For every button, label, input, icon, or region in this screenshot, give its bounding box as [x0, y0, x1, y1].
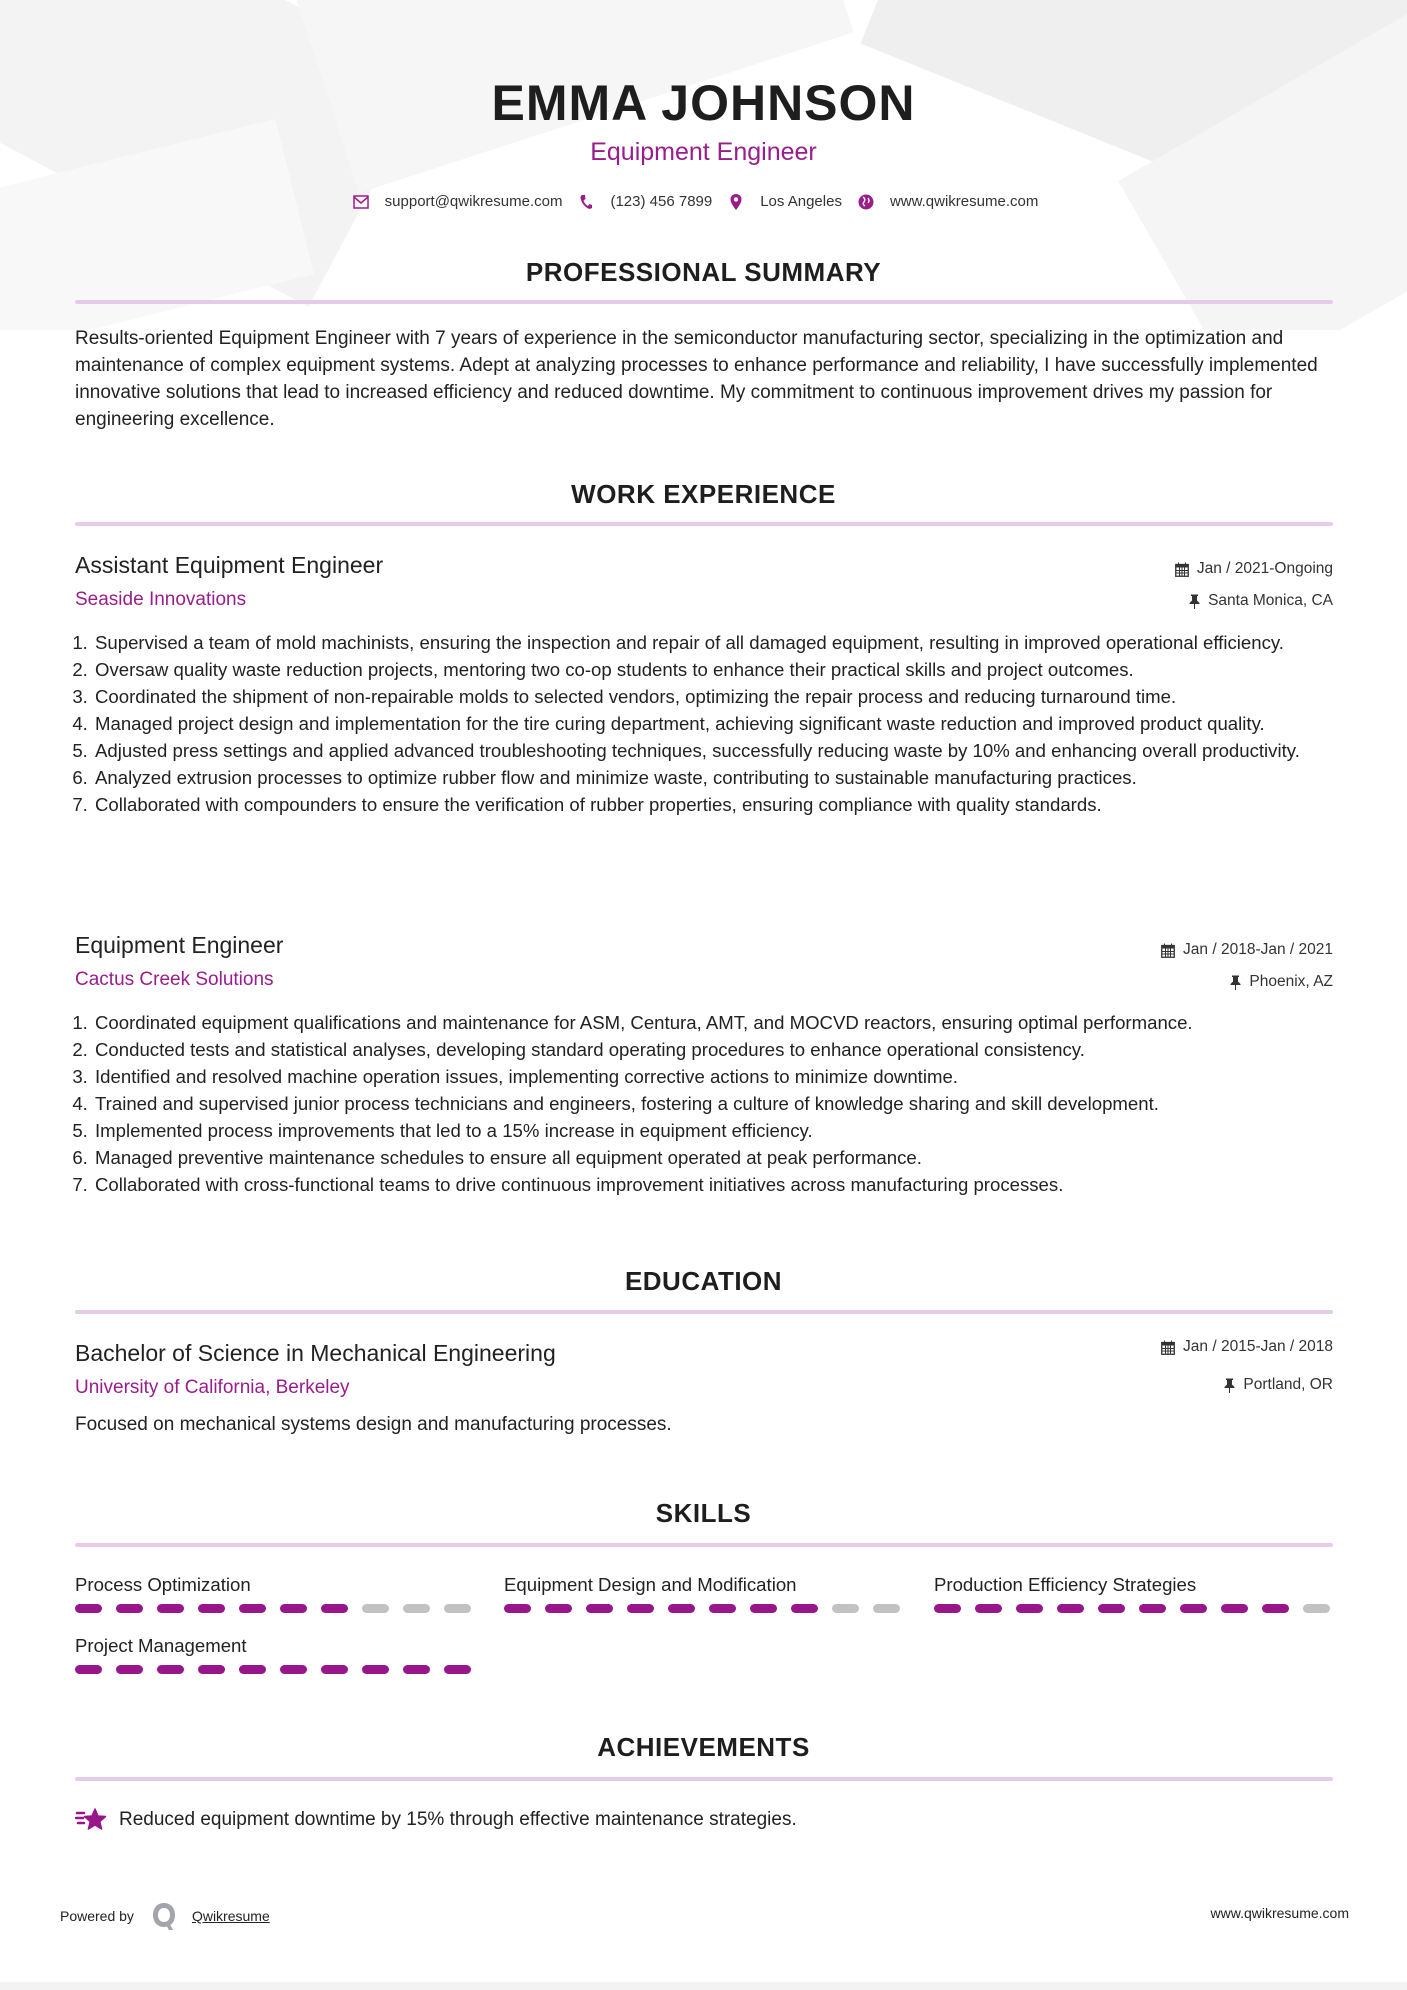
education-location-text: Portland, OR — [1243, 1376, 1333, 1393]
list-item: 7. Collaborated with cross-functional teams to drive continuous improvement initiatives across manufacturing processes. — [93, 1171, 1355, 1198]
skill-level-dash — [586, 1604, 613, 1613]
skill-level-dash — [116, 1604, 143, 1613]
job-bullets — [75, 629, 1355, 818]
skill-item — [934, 1572, 1334, 1613]
footer-website[interactable]: www.qwikresume.com — [1210, 1905, 1349, 1921]
skill-name: Project Management — [75, 1635, 247, 1656]
skill-level-dash — [116, 1665, 143, 1674]
divider — [75, 522, 1333, 526]
skill-level-dash — [975, 1604, 1002, 1613]
skill-level-dash — [873, 1604, 900, 1613]
skill-level-dash — [504, 1604, 531, 1613]
contact-website-text: www.qwikresume.com — [889, 193, 1039, 210]
job-dates — [1161, 939, 1333, 961]
list-item: 6. Analyzed extrusion processes to optimize rubber flow and minimize waste, contributing to sustainable manufacturing practices. — [93, 764, 1355, 791]
list-item: 7. Collaborated with compounders to ensure the verification of rubber properties, ensuring compliance with quality standards. — [93, 791, 1355, 818]
education-location — [1224, 1374, 1333, 1396]
skill-level-dash — [444, 1604, 471, 1613]
skill-name: Production Efficiency Strategies — [934, 1574, 1197, 1595]
education-dates — [1161, 1336, 1333, 1358]
job-location-text: Phoenix, AZ — [1249, 973, 1333, 990]
company-name: Cactus Creek Solutions — [75, 969, 274, 990]
skill-level-dash — [280, 1665, 307, 1674]
list-item: 5. Implemented process improvements that led to a 15% increase in equipment efficiency. — [93, 1117, 1355, 1144]
calendar-icon — [1175, 562, 1189, 577]
skill-level-bar — [504, 1604, 904, 1613]
contact-email-text: support@qwikresume.com — [384, 193, 563, 210]
footer-powered-by — [60, 1901, 270, 1931]
star-achievement-icon — [75, 1807, 107, 1833]
skill-level-bar — [75, 1604, 475, 1613]
skill-name: Equipment Design and Modification — [504, 1574, 797, 1595]
section-title-achievements: ACHIEVEMENTS — [597, 1732, 810, 1762]
skill-level-dash — [1262, 1604, 1289, 1613]
skill-level-dash — [1180, 1604, 1207, 1613]
skill-level-dash — [362, 1665, 389, 1674]
education-dates-text: Jan / 2015-Jan / 2018 — [1183, 1338, 1333, 1355]
pushpin-icon — [1224, 1378, 1235, 1393]
list-item: 6. Managed preventive maintenance schedules to ensure all equipment operated at peak performance. — [93, 1144, 1355, 1171]
skill-level-dash — [668, 1604, 695, 1613]
contact-website[interactable] — [858, 191, 1054, 213]
pushpin-icon — [1189, 594, 1200, 609]
pushpin-icon — [1230, 975, 1241, 990]
job-title: Assistant Equipment Engineer — [75, 552, 384, 578]
skill-level-dash — [627, 1604, 654, 1613]
job-dates-text: Jan / 2021-Ongoing — [1196, 560, 1333, 577]
skill-level-dash — [1221, 1604, 1248, 1613]
skill-level-dash — [709, 1604, 736, 1613]
phone-icon — [578, 194, 594, 210]
skill-name: Process Optimization — [75, 1574, 251, 1595]
skill-level-dash — [403, 1665, 430, 1674]
degree-title: Bachelor of Science in Mechanical Engineering — [75, 1340, 556, 1366]
skill-level-dash — [1016, 1604, 1043, 1613]
candidate-role: Equipment Engineer — [590, 138, 817, 166]
section-title-skills: SKILLS — [655, 1498, 752, 1528]
skill-level-dash — [403, 1604, 430, 1613]
skill-level-dash — [198, 1665, 225, 1674]
skill-level-dash — [1303, 1604, 1330, 1613]
calendar-icon — [1161, 943, 1175, 958]
job-location — [1230, 971, 1333, 993]
job-bullets — [75, 1009, 1355, 1198]
list-item: 2. Oversaw quality waste reduction projects, mentoring two co-op students to enhance their practical skills and project outcomes. — [93, 656, 1355, 683]
summary-text: Results-oriented Equipment Engineer with 7 years of experience in the semiconductor manufacturing sector, specializing in the optimization and maintenance of complex equipment systems. Adept at analyzing processes to enhance performance and reliability, I have successfully implemented innovative solutions that lead to increased efficiency and reduced downtime. My commitment to continuous improvement drives my passion for engineering excellence. — [75, 328, 1318, 430]
contact-location — [728, 191, 858, 213]
skill-level-dash — [239, 1665, 266, 1674]
skill-level-dash — [198, 1604, 225, 1613]
list-item: 1. Supervised a team of mold machinists, ensuring the inspection and repair of all damaged equipment, resulting in improved operational efficiency. — [93, 629, 1355, 656]
skill-item — [75, 1633, 475, 1674]
skill-item — [504, 1572, 904, 1613]
divider — [75, 1310, 1333, 1314]
job-dates — [1175, 558, 1333, 580]
skill-level-dash — [1139, 1604, 1166, 1613]
skill-level-dash — [1057, 1604, 1084, 1613]
section-title-summary: PROFESSIONAL SUMMARY — [525, 257, 882, 287]
divider — [75, 300, 1333, 304]
job-title: Equipment Engineer — [75, 932, 284, 958]
skill-level-dash — [791, 1604, 818, 1613]
skill-level-dash — [750, 1604, 777, 1613]
globe-icon — [858, 194, 874, 210]
job-location-text: Santa Monica, CA — [1208, 592, 1333, 609]
contact-row — [0, 191, 1407, 213]
contact-phone[interactable] — [578, 191, 728, 213]
skill-level-dash — [832, 1604, 859, 1613]
qwikresume-logo-icon — [150, 1901, 178, 1931]
skill-level-bar — [934, 1604, 1334, 1613]
skill-item — [75, 1572, 475, 1613]
contact-location-text: Los Angeles — [760, 193, 842, 210]
skill-level-dash — [321, 1665, 348, 1674]
contact-phone-text: (123) 456 7899 — [610, 193, 713, 210]
skill-level-dash — [321, 1604, 348, 1613]
job-location — [1189, 590, 1333, 612]
candidate-name: EMMA JOHNSON — [491, 75, 916, 131]
skill-level-dash — [934, 1604, 961, 1613]
education-description: Focused on mechanical systems design and manufacturing processes. — [75, 1414, 672, 1435]
list-item: 5. Adjusted press settings and applied advanced troubleshooting techniques, successfully reducing waste by 10% and enhancing overall productivity. — [93, 737, 1355, 764]
powered-by-label: Powered by — [60, 1908, 134, 1924]
achievement-item — [75, 1807, 797, 1833]
skill-level-dash — [545, 1604, 572, 1613]
skill-level-dash — [157, 1665, 184, 1674]
qwikresume-link[interactable]: Qwikresume — [191, 1908, 270, 1924]
contact-email[interactable] — [353, 191, 579, 213]
skill-level-bar — [75, 1665, 475, 1674]
skill-level-dash — [444, 1665, 471, 1674]
divider — [75, 1777, 1333, 1781]
skill-level-dash — [239, 1604, 266, 1613]
list-item: 2. Conducted tests and statistical analyses, developing standard operating procedures to enhance operational consistency. — [93, 1036, 1355, 1063]
skill-level-dash — [75, 1604, 102, 1613]
skill-level-dash — [362, 1604, 389, 1613]
job-dates-text: Jan / 2018-Jan / 2021 — [1183, 941, 1333, 958]
divider — [75, 1543, 1333, 1547]
page-bottom-edge — [0, 1982, 1407, 1990]
section-title-education: EDUCATION — [624, 1266, 783, 1296]
company-name: Seaside Innovations — [75, 589, 247, 610]
skill-level-dash — [280, 1604, 307, 1613]
skill-level-dash — [75, 1665, 102, 1674]
list-item: 1. Coordinated equipment qualifications and maintenance for ASM, Centura, AMT, and MOCVD reactors, ensuring optimal performance. — [93, 1009, 1355, 1036]
envelope-icon — [353, 194, 369, 210]
skill-level-dash — [1098, 1604, 1125, 1613]
skill-level-dash — [157, 1604, 184, 1613]
list-item: 4. Trained and supervised junior process technicians and engineers, fostering a culture of knowledge sharing and skill development. — [93, 1090, 1355, 1117]
section-title-experience: WORK EXPERIENCE — [571, 479, 836, 509]
calendar-icon — [1161, 1340, 1175, 1355]
map-marker-icon — [728, 194, 744, 210]
list-item: 3. Identified and resolved machine operation issues, implementing corrective actions to minimize downtime. — [93, 1063, 1355, 1090]
achievement-text: Reduced equipment downtime by 15% through effective maintenance strategies. — [119, 1809, 797, 1830]
school-name: University of California, Berkeley — [75, 1377, 350, 1398]
list-item: 4. Managed project design and implementation for the tire curing department, achieving significant waste reduction and improved product quality. — [93, 710, 1355, 737]
list-item: 3. Coordinated the shipment of non-repairable molds to selected vendors, optimizing the repair process and reducing turnaround time. — [93, 683, 1355, 710]
